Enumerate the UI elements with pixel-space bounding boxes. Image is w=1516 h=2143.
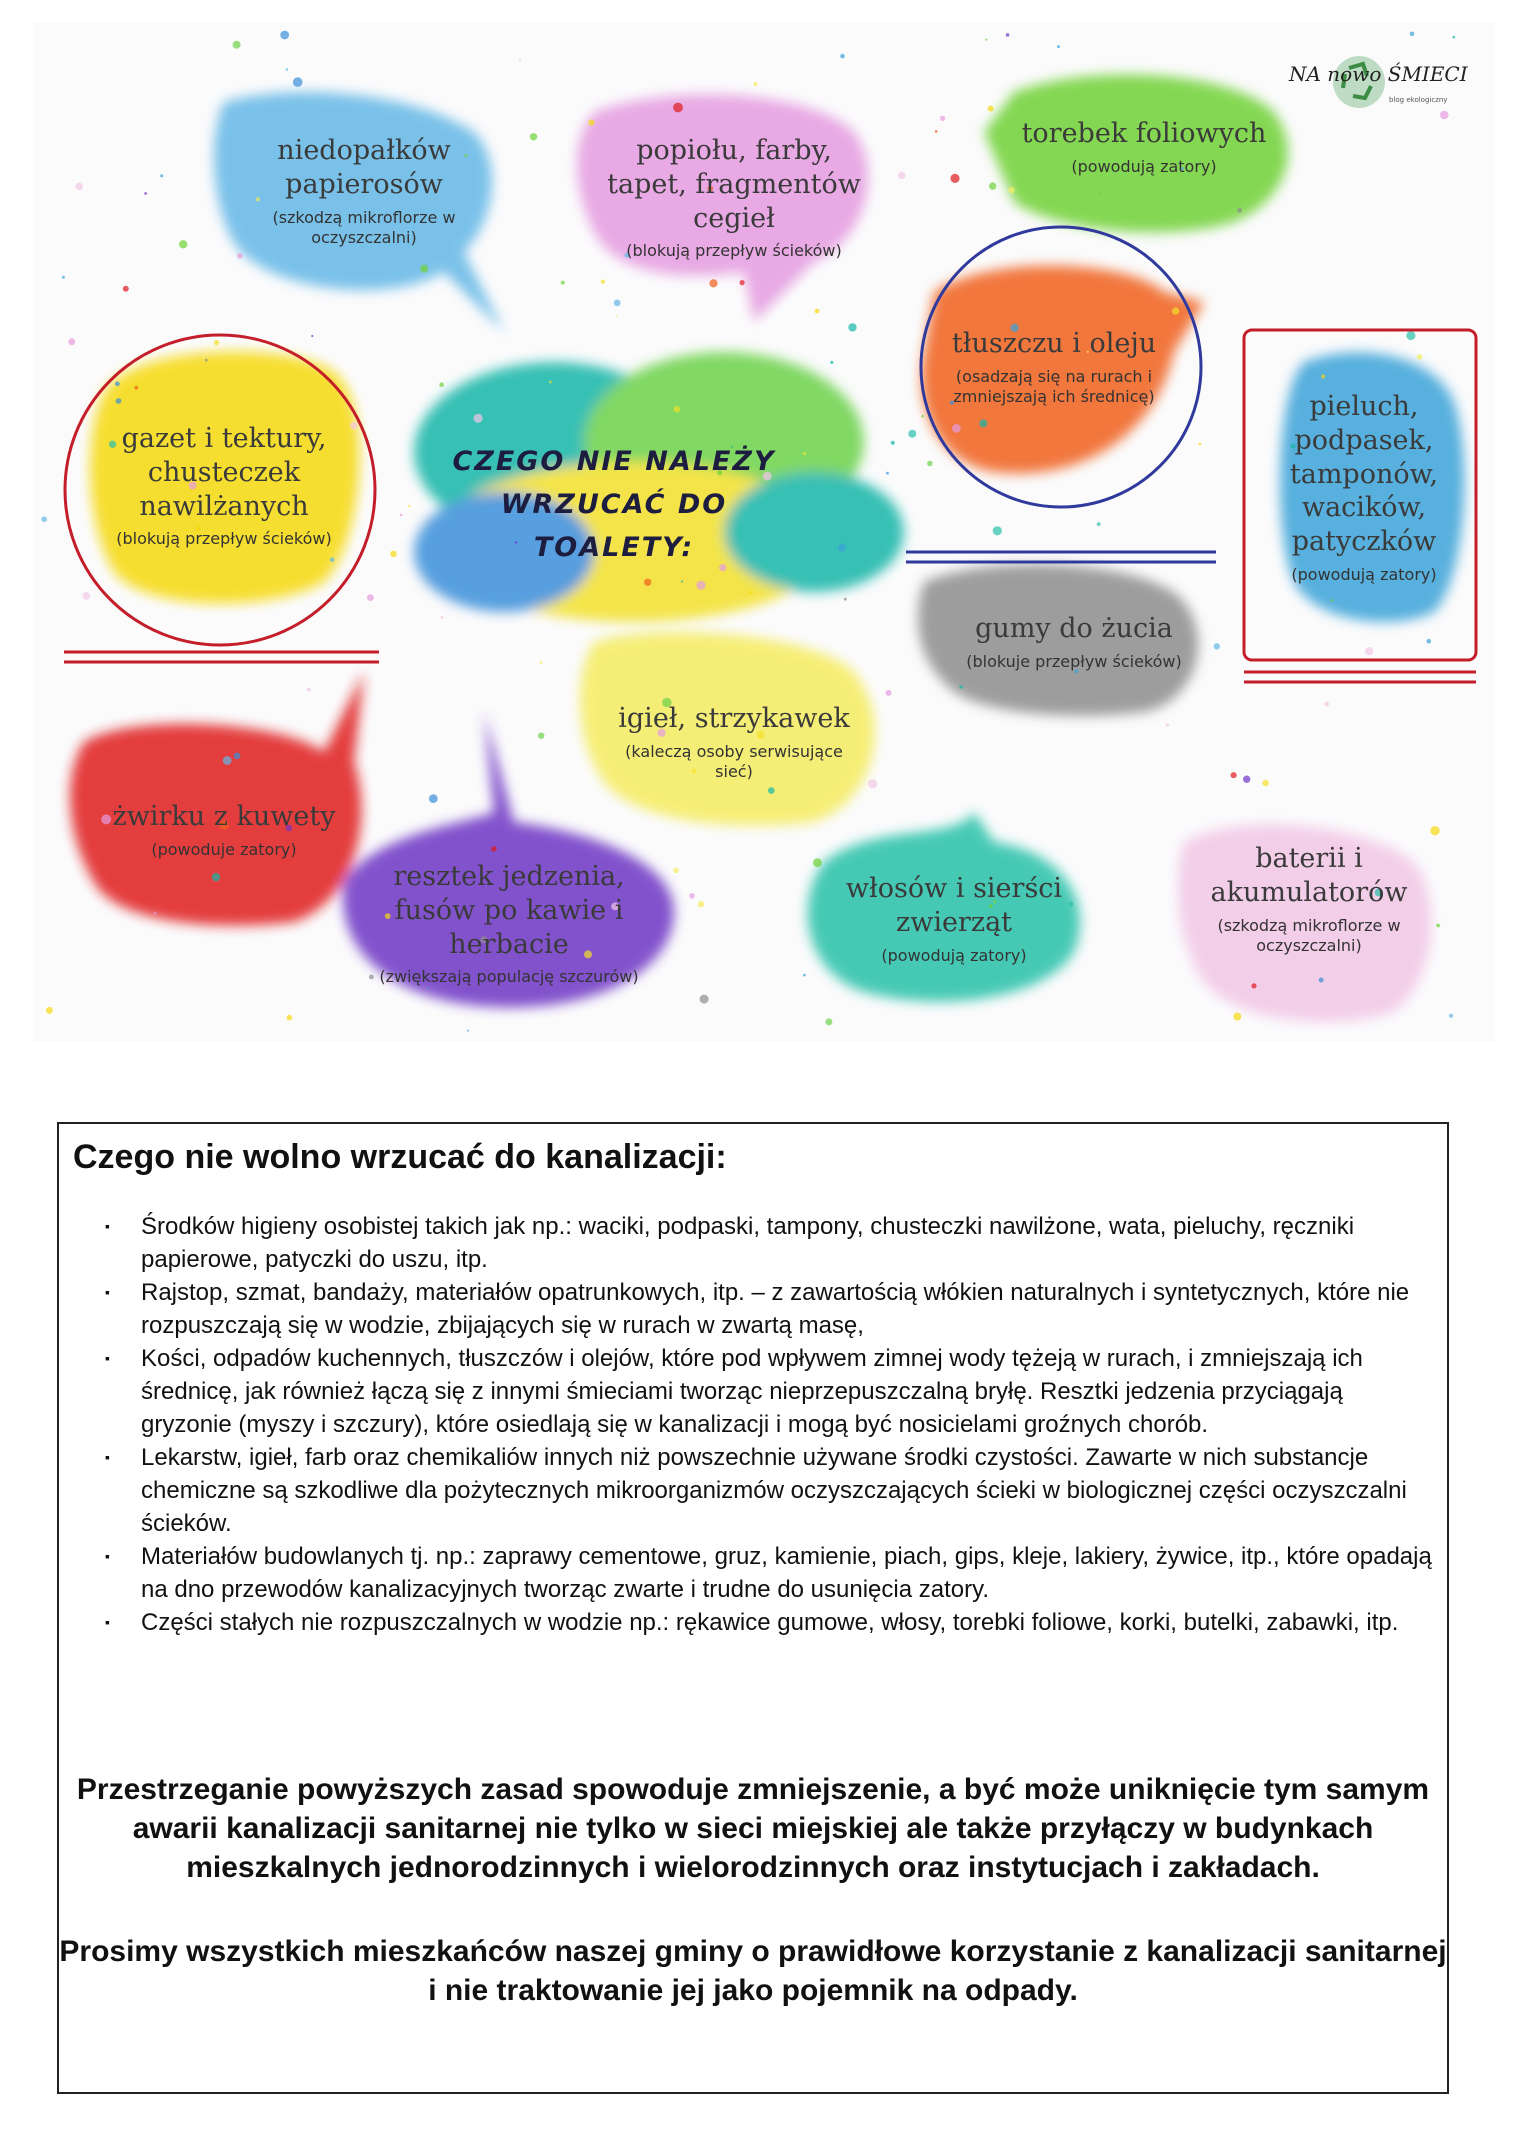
- paint-dot: [311, 335, 313, 337]
- item-title: igieł, strzykawek: [618, 703, 850, 734]
- item-note: (szkodzą mikroflorze w oczyszczalni): [1217, 915, 1401, 955]
- paint-dot: [803, 974, 806, 977]
- paint-dot: [673, 868, 679, 874]
- item-note: (zwiększają populację szczurów): [379, 967, 639, 987]
- item-note: (kaleczą osoby serwisujące sieć): [625, 741, 843, 781]
- item-popiol: [594, 134, 874, 261]
- poster-title-line-2: WRZUCAĆ DO TOALETY:: [500, 489, 728, 564]
- paint-dot: [601, 280, 605, 284]
- paint-dot: [367, 594, 374, 601]
- paint-dot: [179, 240, 187, 248]
- paint-dot: [427, 987, 429, 989]
- paint-dot: [1406, 331, 1415, 340]
- paint-dot: [429, 794, 438, 803]
- paint-dot: [160, 174, 163, 177]
- paint-dot: [1324, 702, 1329, 707]
- paint-dot: [908, 430, 916, 438]
- item-title: baterii i akumulatorów: [1210, 843, 1408, 908]
- item-title: resztek jedzenia, fusów po kawie i herbacie: [393, 861, 625, 960]
- paint-dot: [959, 685, 963, 689]
- item-note: (szkodzą mikroflorze w oczyszczalni): [272, 207, 456, 247]
- paint-dot: [214, 340, 219, 345]
- paint-dot: [950, 174, 959, 183]
- paint-dot: [1237, 208, 1242, 213]
- info-bullet-list: [105, 1210, 1435, 1639]
- paint-dot: [689, 893, 695, 899]
- paint-dot: [588, 119, 594, 125]
- paint-dot: [927, 461, 933, 467]
- paint-dot: [740, 280, 745, 285]
- item-note: (powodują zatory): [881, 945, 1027, 965]
- paint-dot: [287, 1015, 293, 1021]
- item-title: pieluch, podpasek, tamponów, wacików, patyczków: [1289, 391, 1439, 557]
- paint-dot: [1243, 776, 1250, 783]
- paint-dot: [825, 1018, 832, 1025]
- item-title: torebek foliowych: [1021, 118, 1267, 149]
- paint-dot: [1430, 826, 1439, 835]
- item-baterie: [1204, 842, 1414, 956]
- item-note: (blokuje przepływ ścieków): [966, 651, 1182, 671]
- paint-dot: [696, 581, 705, 590]
- item-wlosy: [834, 872, 1074, 966]
- paint-dot: [709, 279, 717, 287]
- paint-dot: [674, 406, 680, 412]
- item-title: włosów i sierści zwierząt: [845, 873, 1063, 938]
- list-item: ▪ Środków higieny osobistej takich jak np.: waciki, podpaski, tampony, chusteczki nawilżone, wata, pieluchy, ręczniki papierowe, patyczki do uszu, itp.: [105, 1210, 1435, 1276]
- poster-title: [434, 440, 794, 570]
- item-title: żwirku z kuwety: [112, 801, 336, 832]
- paint-dot: [41, 516, 47, 522]
- item-note: (blokują przepływ ścieków): [116, 529, 332, 549]
- paint-dot: [1417, 354, 1423, 360]
- paint-dot: [538, 733, 544, 739]
- paint-dot: [644, 579, 651, 586]
- paint-dot: [616, 315, 618, 317]
- paint-dot: [753, 82, 757, 86]
- paint-dot: [441, 616, 444, 619]
- paint-dot: [749, 591, 752, 594]
- paint-dot: [75, 183, 83, 191]
- paint-dot: [62, 276, 65, 279]
- logo: [1289, 54, 1469, 114]
- paint-dot: [134, 386, 138, 390]
- paint-dot: [940, 116, 945, 121]
- item-zwirek: [94, 800, 354, 860]
- paint-dot: [1172, 307, 1179, 314]
- paint-dot: [549, 381, 552, 384]
- paint-dot: [519, 58, 521, 60]
- paint-dot: [1410, 32, 1415, 37]
- paint-dot: [1097, 522, 1101, 526]
- list-item: ▪ Lekarstw, igieł, farb oraz chemikaliów innych niż powszechnie używane środki czystości. Zawarte w nich substancje chemiczne są szkodliwe dla pożytecznych mikroorganizmów oczyszczających ścieki w biologicznej części oczyszczalni ścieków.: [105, 1441, 1435, 1540]
- item-pieluchy: [1274, 390, 1454, 585]
- paint-dot: [768, 787, 775, 794]
- paint-dot: [886, 690, 892, 696]
- item-title: niedopałków papierosów: [277, 135, 451, 200]
- logo-text: NA nowo ŚMIECI: [1289, 62, 1468, 86]
- paint-dot: [233, 41, 241, 49]
- item-note: (blokują przepływ ścieków): [626, 241, 842, 261]
- item-title: gumy do żucia: [975, 613, 1173, 644]
- paint-dot: [237, 253, 243, 259]
- paint-dot: [491, 846, 497, 852]
- paint-dot: [921, 415, 924, 418]
- paint-dot: [1166, 723, 1170, 727]
- list-item: ▪ Kości, odpadów kuchennych, tłuszczów i olejów, które pod wpływem zimnej wody tężeją w rurach, i zmniejszają ich średnicę, jak również łączą się z innymi śmieciami tworząc nieprzepuszczalną bryłę. Resztki jedzenia przyciągają gryzonie (myszy i szczury), które osiedlają się w kanalizacji i mogą być nosicielami groźnych chorób.: [105, 1342, 1435, 1441]
- paint-dot: [408, 505, 411, 508]
- item-note: (powoduje zatory): [151, 839, 297, 859]
- item-title: popiołu, farby, tapet, fragmentów cegieł: [607, 135, 861, 234]
- list-item: ▪ Rajstop, szmat, bandaży, materiałów opatrunkowych, itp. – z zawartością włókien naturalnych i syntetycznych, które nie rozpuszczają się w wodzie, zbijających się w rurach w zwartą masę,: [105, 1276, 1435, 1342]
- paint-dot: [330, 557, 335, 562]
- paint-dot: [844, 598, 847, 601]
- logo-subtitle: blog ekologiczny: [1389, 96, 1448, 104]
- item-title: gazet i tektury, chusteczek nawilżanych: [121, 423, 327, 522]
- item-niedopalki: [249, 134, 479, 248]
- paint-dot: [144, 192, 147, 195]
- paint-dot: [868, 779, 877, 788]
- paint-dot: [400, 514, 403, 517]
- blob-zwirek: [70, 672, 364, 926]
- paint-dot: [1214, 643, 1220, 649]
- paint-dot: [830, 361, 833, 364]
- item-gazety: [104, 422, 344, 549]
- paint-dot: [1199, 443, 1202, 446]
- paint-dot: [1006, 33, 1010, 37]
- paint-dot: [1008, 187, 1014, 193]
- paint-dot: [439, 382, 444, 387]
- paint-dot: [891, 441, 895, 445]
- paint-dot: [1365, 647, 1373, 655]
- paint-dot: [1449, 1014, 1453, 1018]
- item-note: (powodują zatory): [1291, 564, 1437, 584]
- paint-dot: [154, 912, 157, 915]
- item-igly: [614, 702, 854, 782]
- paint-dot: [280, 31, 289, 40]
- paint-dot: [993, 526, 1002, 535]
- paint-dot: [1262, 780, 1269, 787]
- paint-dot: [68, 338, 75, 345]
- paint-dot: [467, 1030, 469, 1032]
- paint-dot: [212, 873, 220, 881]
- paint-dot: [979, 419, 987, 427]
- paint-dot: [813, 858, 822, 867]
- list-item: ▪ Części stałych nie rozpuszczalnych w wodzie np.: rękawice gumowe, włosy, torebki foliowe, korki, butelki, zabawki, itp.: [105, 1606, 1435, 1639]
- paint-dot: [116, 398, 122, 404]
- paint-dot: [698, 901, 705, 908]
- paint-dot: [561, 281, 565, 285]
- appeal-paragraph: Prosimy wszystkich mieszkańców naszej gminy o prawidłowe korzystanie z kanalizacji sanitarnej i nie traktowanie jej jako pojemnik na odpady.: [59, 1935, 1447, 2007]
- list-item: ▪ Materiałów budowlanych tj. np.: zaprawy cementowe, gruz, kamienie, piach, gips, kleje, lakiery, żywice, itp., które opadają na dno przewodów kanalizacyjnych tworząc zwarte i trudne do usunięcia zatory.: [105, 1540, 1435, 1606]
- item-note: (osadzają się na rurach i zmniejszają ich średnicę): [953, 366, 1155, 406]
- paint-dot: [1319, 978, 1324, 983]
- item-title: tłuszczu i oleju: [951, 328, 1157, 359]
- paint-dot: [123, 286, 129, 292]
- paint-dot: [1330, 599, 1333, 602]
- paint-dot: [286, 68, 289, 71]
- paint-dot: [234, 753, 241, 760]
- paint-dot: [985, 39, 987, 41]
- paint-dot: [1231, 772, 1237, 778]
- paint-dot: [46, 1007, 53, 1014]
- info-heading: Czego nie wolno wrzucać do kanalizacji:: [73, 1138, 727, 1176]
- poster-title-line-1: CZEGO NIE NALEŻY: [452, 446, 776, 477]
- paint-dot: [223, 756, 232, 765]
- paint-dot: [1057, 45, 1060, 48]
- infographic-poster: [34, 22, 1494, 1042]
- item-gumy: [944, 612, 1204, 672]
- paint-dot: [673, 103, 683, 113]
- paint-dot: [420, 265, 428, 273]
- paint-dot: [700, 995, 709, 1004]
- paint-dot: [935, 130, 938, 133]
- paint-dot: [1251, 983, 1256, 988]
- paint-dot: [350, 422, 357, 429]
- paint-dot: [83, 592, 91, 600]
- paint-dot: [205, 359, 208, 362]
- closing-paragraph: Przestrzeganie powyższych zasad spowoduje zmniejszenie, a być może uniknięcie tym samym awarii kanalizacji sanitarnej nie tylko w sieci miejskiej ale także przyłączy w budynkach mieszkalnych jednorodzinnych i wielorodzinnych oraz instytucjach i zakładach.: [76, 1773, 1430, 1884]
- paint-dot: [840, 54, 845, 59]
- paint-dot: [1452, 36, 1455, 39]
- paint-dot: [1427, 639, 1432, 644]
- paint-dot: [988, 106, 994, 112]
- item-resztki: [364, 860, 654, 987]
- item-torebki: [994, 117, 1294, 177]
- item-note: (powodują zatory): [1071, 156, 1217, 176]
- paint-dot: [952, 424, 961, 433]
- paint-dot: [1233, 1013, 1241, 1021]
- paint-dot: [681, 580, 683, 582]
- paint-dot: [898, 172, 905, 179]
- paint-dot: [390, 551, 397, 558]
- item-tluszcz: [924, 327, 1184, 407]
- paint-dot: [815, 309, 820, 314]
- paint-dot: [614, 300, 621, 307]
- paint-dot: [307, 688, 311, 692]
- paint-dot: [540, 661, 543, 664]
- paint-dot: [803, 452, 806, 455]
- paint-dot: [115, 381, 120, 386]
- paint-dot: [293, 77, 303, 87]
- info-box: [57, 1122, 1449, 2094]
- paint-dot: [989, 182, 996, 189]
- paint-dot: [1436, 924, 1440, 928]
- paint-dot: [474, 414, 483, 423]
- paint-dot: [530, 133, 537, 140]
- paint-dot: [886, 472, 889, 475]
- paint-dot: [848, 323, 856, 331]
- paint-dot: [1098, 191, 1101, 194]
- paint-dot: [838, 543, 846, 551]
- paint-dot: [1321, 375, 1325, 379]
